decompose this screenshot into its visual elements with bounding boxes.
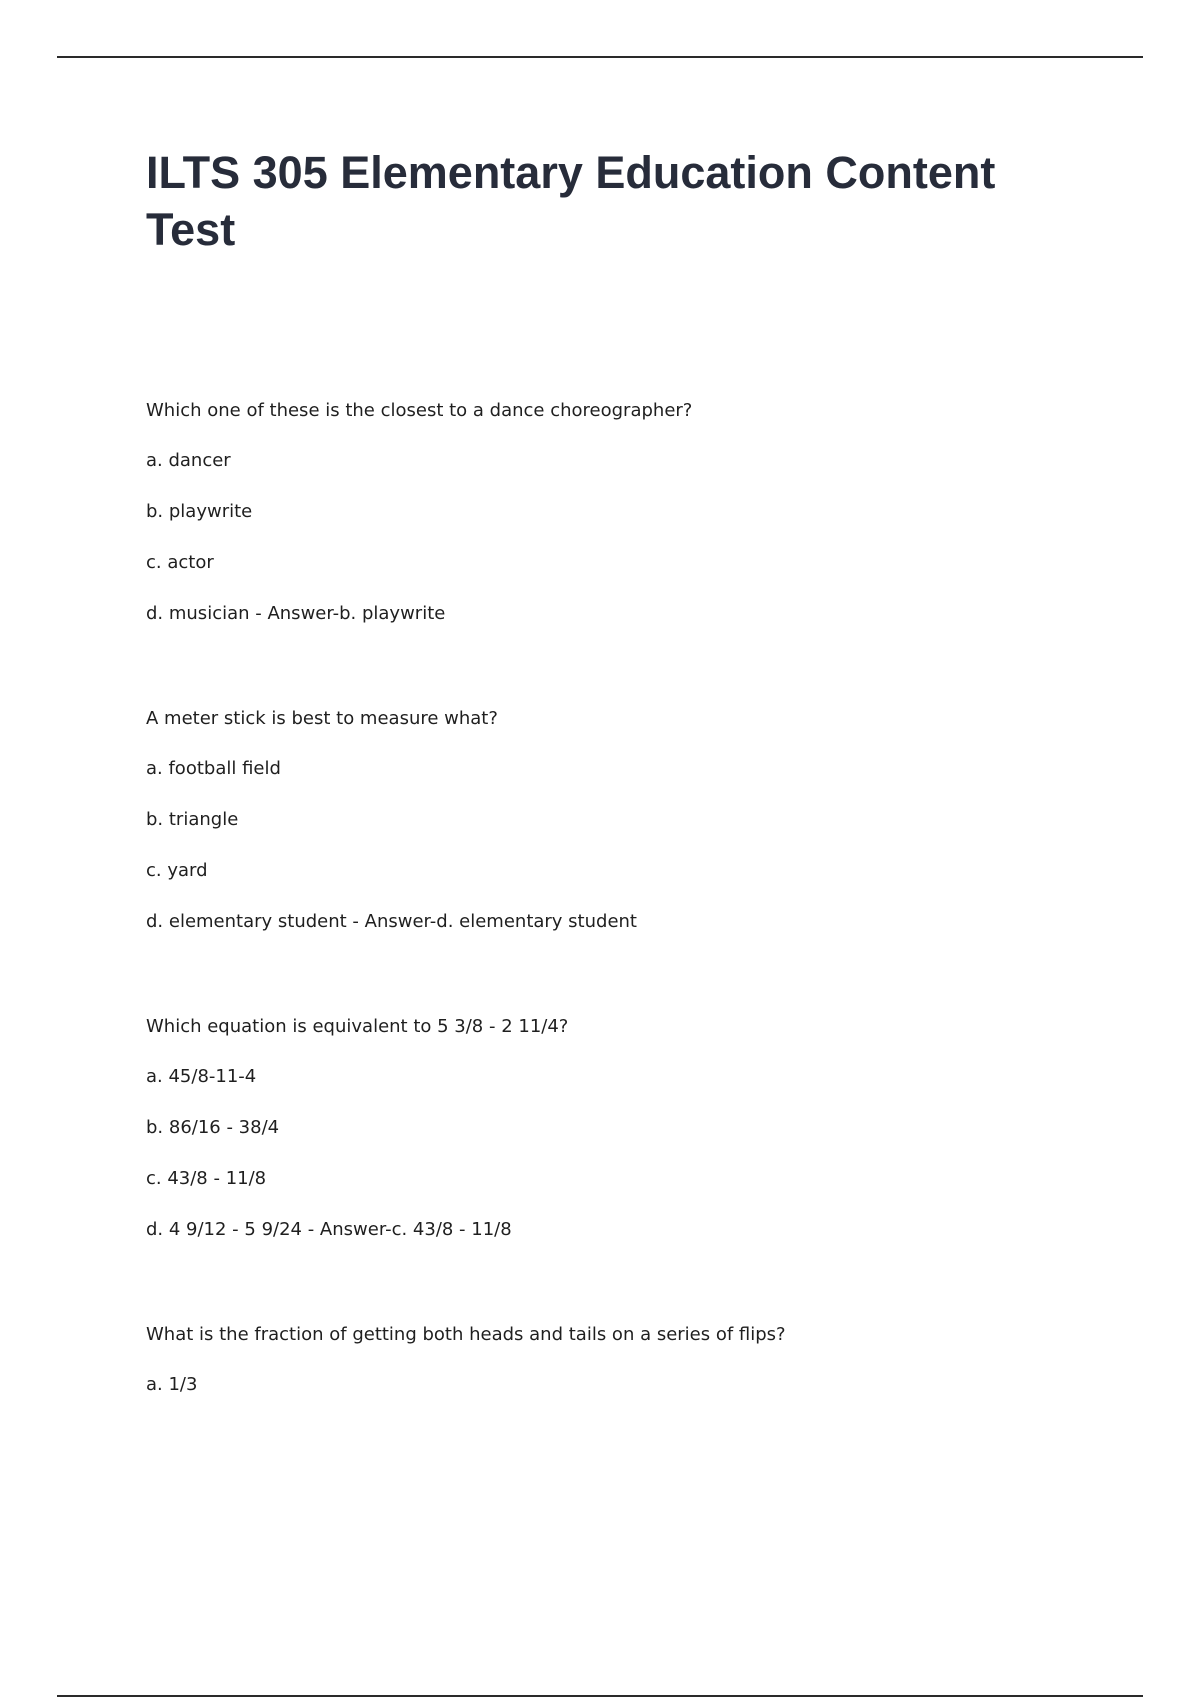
answer-option: a. 1/3 [146,1374,198,1395]
answer-option: a. 45/8-11-4 [146,1066,257,1087]
answer-option: b. triangle [146,809,239,830]
top-divider [57,56,1143,58]
answer-option: a. dancer [146,450,231,471]
question-block [146,1322,1096,1398]
question-text: Which equation is equivalent to 5 3/8 - 2 11/4? [146,1016,569,1037]
page-title: ILTS 305 Elementary Education Content Test [146,147,996,255]
answer-option: a. football field [146,758,281,779]
answer-option: b. playwrite [146,501,253,522]
question-block [146,706,1096,1014]
answer-option: c. actor [146,552,214,573]
question-block [146,1014,1096,1322]
bottom-divider [57,1695,1143,1697]
question-text: Which one of these is the closest to a dance choreographer? [146,400,693,421]
answer-option: d. musician - Answer-b. playwrite [146,603,446,624]
answer-option: d. elementary student - Answer-d. elementary student [146,911,637,932]
answer-option: c. 43/8 - 11/8 [146,1168,267,1189]
question-block [146,398,1096,706]
question-text: What is the fraction of getting both heads and tails on a series of flips? [146,1324,786,1345]
answer-option: c. yard [146,860,208,881]
question-text: A meter stick is best to measure what? [146,708,498,729]
question-list [146,398,1096,1423]
answer-option: b. 86/16 - 38/4 [146,1117,280,1138]
answer-option: d. 4 9/12 - 5 9/24 - Answer-c. 43/8 - 11/8 [146,1219,512,1240]
